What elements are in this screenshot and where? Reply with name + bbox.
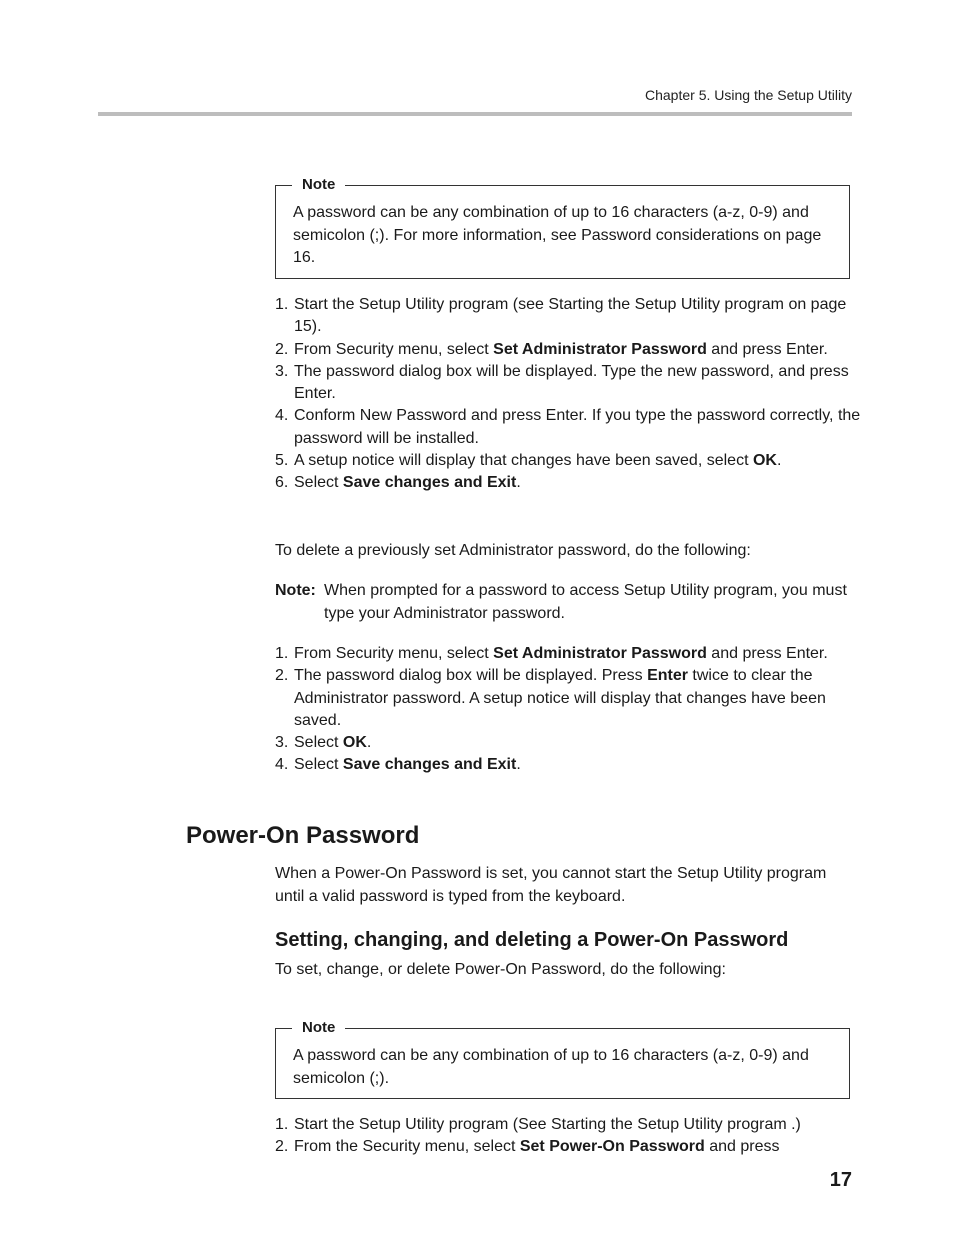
step-text: Select bbox=[294, 474, 343, 492]
step-number: 4. bbox=[275, 756, 289, 774]
set-power-on-password-steps bbox=[275, 1114, 865, 1159]
step-text: A setup notice will display that changes have been saved, select bbox=[294, 452, 753, 470]
section-heading: Power-On Password bbox=[186, 822, 420, 849]
section-intro: When a Power-On Password is set, you cannot start the Setup Utility program until a valid password is typed from the keyboard. bbox=[275, 865, 827, 905]
delete-admin-intro: To delete a previously set Administrator password, do the following: bbox=[275, 542, 751, 559]
step-text: Select bbox=[294, 734, 343, 752]
list-item bbox=[275, 405, 865, 450]
list-item bbox=[275, 1136, 865, 1158]
step-text: The password dialog box will be displayed. Press bbox=[294, 667, 648, 685]
step-bold-text: Set Administrator Password bbox=[493, 340, 707, 358]
step-bold-text: OK bbox=[752, 452, 777, 470]
header-rule bbox=[98, 112, 852, 116]
step-number: 3. bbox=[275, 362, 289, 380]
step-text: The password dialog box will be displayed. Type the new password, and press Enter. bbox=[294, 362, 849, 403]
running-head: Chapter 5. Using the Setup Utility bbox=[645, 87, 852, 103]
step-number: 2. bbox=[275, 340, 289, 358]
step-text: From Security menu, select bbox=[294, 645, 494, 662]
note-box-password-rules bbox=[275, 176, 850, 279]
list-item bbox=[275, 450, 865, 472]
inline-note-text: When prompted for a password to access Setup Utility program, you must type your Administrator password. bbox=[324, 582, 847, 622]
step-number: 6. bbox=[275, 474, 289, 492]
step-bold-text: Enter bbox=[647, 667, 688, 685]
list-item bbox=[275, 665, 865, 732]
note-text: A password can be any combination of up to 16 characters (a-z, 0-9) and semicolon (;). bbox=[293, 1047, 809, 1087]
step-text-tail: and press Enter. bbox=[706, 340, 828, 358]
step-text-tail: . bbox=[776, 452, 782, 470]
subsection-heading: Setting, changing, and deleting a Power-On Password bbox=[275, 929, 789, 951]
note-box-power-on bbox=[275, 1019, 850, 1099]
step-text-tail: . bbox=[516, 756, 521, 774]
step-text-tail: . bbox=[516, 474, 521, 492]
step-text: Select bbox=[294, 756, 343, 774]
step-bold-text: Set Administrator Password bbox=[493, 645, 707, 662]
step-text-tail: and press Enter. bbox=[706, 645, 828, 662]
step-bold-text: OK bbox=[342, 734, 367, 752]
page-number: 17 bbox=[829, 1169, 852, 1191]
step-text: Start the Setup Utility program (see Starting the Setup Utility program on page 15). bbox=[294, 296, 847, 336]
step-text-tail: . bbox=[366, 734, 372, 752]
set-admin-password-steps bbox=[275, 294, 865, 495]
step-number: 1. bbox=[275, 1116, 289, 1133]
step-number: 1. bbox=[275, 296, 289, 313]
subsection-intro: To set, change, or delete Power-On Password, do the following: bbox=[275, 961, 726, 978]
list-item bbox=[275, 294, 865, 339]
step-text-tail: twice to clear the Administrator password. A setup notice will display that changes have been saved. bbox=[294, 667, 826, 729]
note-label: Note bbox=[292, 1018, 345, 1038]
step-number: 5. bbox=[275, 452, 289, 470]
note-text: A password can be any combination of up to 16 characters (a-z, 0-9) and semicolon (;). For more information, see Password considerations on page 16. bbox=[293, 204, 822, 266]
step-number: 3. bbox=[275, 734, 289, 752]
step-text-tail: and press bbox=[704, 1138, 780, 1156]
step-number: 2. bbox=[275, 667, 289, 685]
step-number: 2. bbox=[275, 1138, 289, 1156]
step-number: 1. bbox=[275, 645, 289, 662]
step-bold-text: Save changes and Exit bbox=[342, 756, 517, 774]
list-item bbox=[275, 643, 865, 665]
step-text: From Security menu, select bbox=[294, 340, 494, 358]
list-item bbox=[275, 339, 865, 361]
step-text: From the Security menu, select bbox=[294, 1138, 520, 1156]
step-number: 4. bbox=[275, 407, 289, 425]
inline-note-label: Note: bbox=[275, 582, 316, 599]
list-item bbox=[275, 732, 865, 754]
inline-note bbox=[275, 580, 855, 625]
list-item bbox=[275, 1114, 865, 1136]
list-item bbox=[275, 754, 865, 776]
step-bold-text: Set Power-On Password bbox=[519, 1138, 705, 1156]
note-label: Note bbox=[292, 175, 345, 195]
step-text: Start the Setup Utility program (See Starting the Setup Utility program .) bbox=[294, 1116, 801, 1133]
list-item bbox=[275, 472, 865, 494]
delete-admin-password-steps bbox=[275, 643, 865, 777]
list-item bbox=[275, 361, 865, 406]
step-bold-text: Save changes and Exit bbox=[342, 474, 517, 492]
step-text: Conform New Password and press Enter. If you type the password correctly, the password will be installed. bbox=[294, 407, 861, 447]
